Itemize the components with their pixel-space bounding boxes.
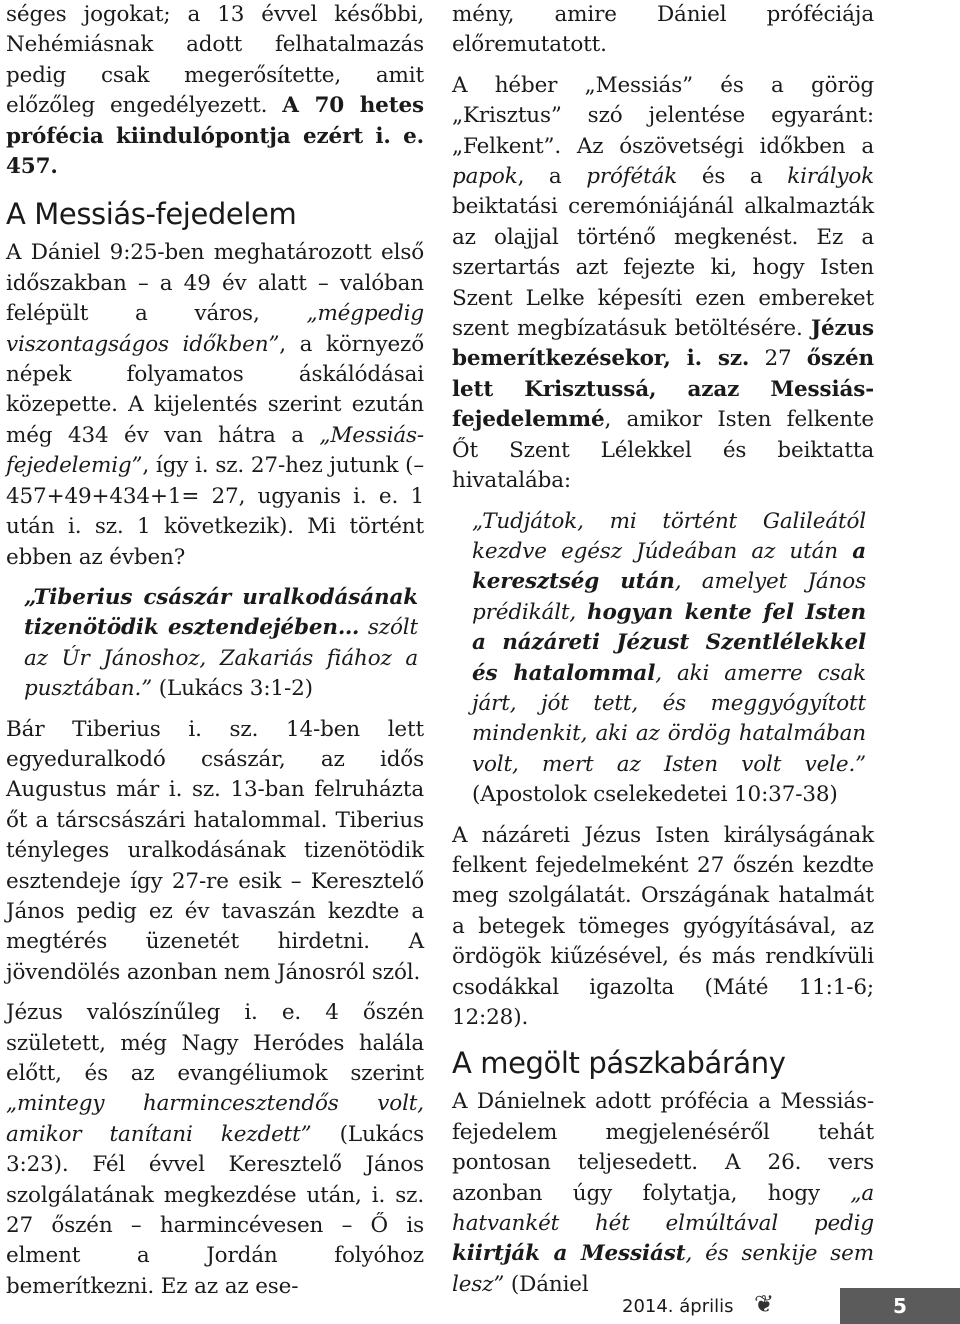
text-run: A héber „Messiás” és a görög „Krisztus” szó jelentése egyaránt: „Felkent”. Az ószövetségi időkben a — [452, 72, 874, 159]
bold-run: őszén lett Krisztussá, azaz Messiás-fejedelemmé — [452, 346, 875, 433]
bold-run: Jézus bemerítkezésekor, i. sz. — [452, 316, 874, 372]
text-run: Jézus valószínűleg i. e. 4 őszén született, még Nagy Heródes halála előtt, és az evangéliumok szerint — [6, 1000, 424, 1086]
paragraph-nazareti-jezus: A názáreti Jézus Isten királyságának felkent fejedelmeként 27 őszén kezdte meg szolgálatát. Országának hatalmát a betegek tömeges gyógyításával, az ördögök kiűzésével, és más rendkívüli csodákkal igazolta (Máté 11:1-6; 12:28). — [452, 822, 874, 1030]
paragraph-jezus — [6, 998, 424, 1302]
paragraph-continuation: mény, amire Dániel próféciája előremutatott. — [452, 2, 874, 58]
page-footer — [604, 1288, 960, 1324]
italic-run: , aki amerre csak járt, jót tett, és meggyógyított mindenkit, aki az ördög hatalmában volt, mert az Isten volt vele.” — [472, 660, 866, 777]
quote-lukacs-3-1 — [6, 583, 424, 705]
italic-run: „Messiás-fejedelemig” — [6, 422, 424, 479]
italic-run: , és senkije sem lesz” — [452, 1241, 874, 1297]
italic-run: „a hatvankét hét elmúltával pedig — [452, 1180, 875, 1237]
bold-italic-run: „Tiberius császár uralkodásának tizenötödik esztendejében… — [24, 584, 418, 641]
text-run: beiktatási ceremóniájánál alkalmazták az olajjal történő megkenést. Ez a szertartás azt fejezte ki, hogy Isten Szent Lelke képesíti ezen embereket szent megbízatásuk betöltésére. — [452, 194, 874, 342]
text-run: séges jogokat; a 13 évvel későbbi, Nehémiásnak adott felhatalmazás pedig csak megerősítette, amit előzőleg engedélyezett. — [6, 2, 424, 119]
text-run: és a — [701, 164, 763, 190]
bold-italic-run: kiirtják a Messiást — [452, 1241, 686, 1267]
italic-run: „mintegy harmincesztendős volt, amikor tanítani kezdett” — [6, 1091, 424, 1147]
right-column — [452, 0, 874, 1300]
bold-italic-run: a keresztség után — [472, 538, 866, 595]
text-run: , a — [517, 164, 562, 190]
text-run: (Lukács 3:23). Fél évvel Keresztelő János szolgálatának megkezdése után, i. sz. 27 őszén – harmincévesen – Ő is elment a Jordán folyóhoz bemerítkezni. Ez az az ese- — [6, 1121, 424, 1299]
text-run: , amikor Isten felkente Őt Szent Lélekkel és beiktatta hivatalába: — [452, 407, 874, 494]
text-run: 27 — [764, 346, 792, 372]
italic-run: papok — [452, 164, 518, 190]
italic-run: „mégpedig viszontagságos időkben” — [6, 301, 425, 357]
italic-run: szólt az Úr Jánoshoz, Zakariás fiához a pusztában.” — [24, 615, 418, 702]
reference: (Lukács 3:1-2) — [158, 676, 313, 702]
paragraph-intro — [6, 0, 424, 182]
paragraph-tiberius: Bár Tiberius i. sz. 14-ben lett egyeduralkodó császár, az idős Augustus már i. sz. 13-ban felruházta őt a társcsászári hatalommal. Tiberius tényleges uralkodásának tizenötödik esztendeje így 27-re esik – Keresztelő János pedig ez év tavaszán kezdte a megtérés üzenetét hirdetni. A jövendölés azonban nem Jánosról szól. — [6, 716, 424, 985]
section-heading-messias: A Messiás-fejedelem — [6, 197, 297, 232]
page-number-box — [840, 1288, 960, 1324]
paragraph-felkent — [452, 71, 874, 497]
italic-run: „Tudjátok, mi történt Galileától kezdve egész Júdeában az után — [472, 508, 866, 564]
paragraph-profecia — [452, 1087, 874, 1300]
quote-apostolok-cselekedetei — [452, 507, 874, 811]
italic-run: próféták — [586, 164, 678, 190]
reference: (Apostolok cselekedetei 10:37-38) — [472, 782, 838, 808]
text-run: , így i. sz. 27-hez jutunk (–457+49+434+1= 27, ugyanis i. e. 1 után i. sz. 1 következik). Mi történt ebben az évben? — [6, 453, 424, 570]
text-run: A Dánielnek adott prófécia a Messiás-fejedelem megjelenéséről tehát pontosan teljesedett. A 26. vers azonban úgy folytatja, hogy — [452, 1089, 874, 1206]
left-column — [6, 0, 424, 1302]
italic-run: , amelyet János prédikált, — [472, 569, 866, 625]
page-number: 5 — [893, 1294, 907, 1318]
fleuron-icon: ❦ — [754, 1290, 775, 1318]
bold-run: A 70 hetes prófécia kiindulópontja ezért i. e. 457. — [6, 93, 424, 180]
text-run: (Dániel — [510, 1271, 589, 1297]
text-run: , a környező népek folyamatos áskálódásai közepette. A kijelentés szerint ezután még 434 év van hátra a — [6, 331, 425, 448]
issue-date: 2014. április — [622, 1296, 734, 1317]
section-heading-paszkabarany: A megölt pászkabárány — [452, 1046, 786, 1081]
bold-italic-run: hogyan kente fel Isten a názáreti Jézust Szentlélekkel és hatalommal — [472, 599, 866, 686]
text-run: A Dániel 9:25-ben meghatározott első időszakban – a 49 év alatt – valóban felépült a város, — [6, 240, 424, 327]
paragraph-daniel — [6, 238, 424, 572]
italic-run: királyok — [787, 164, 875, 190]
